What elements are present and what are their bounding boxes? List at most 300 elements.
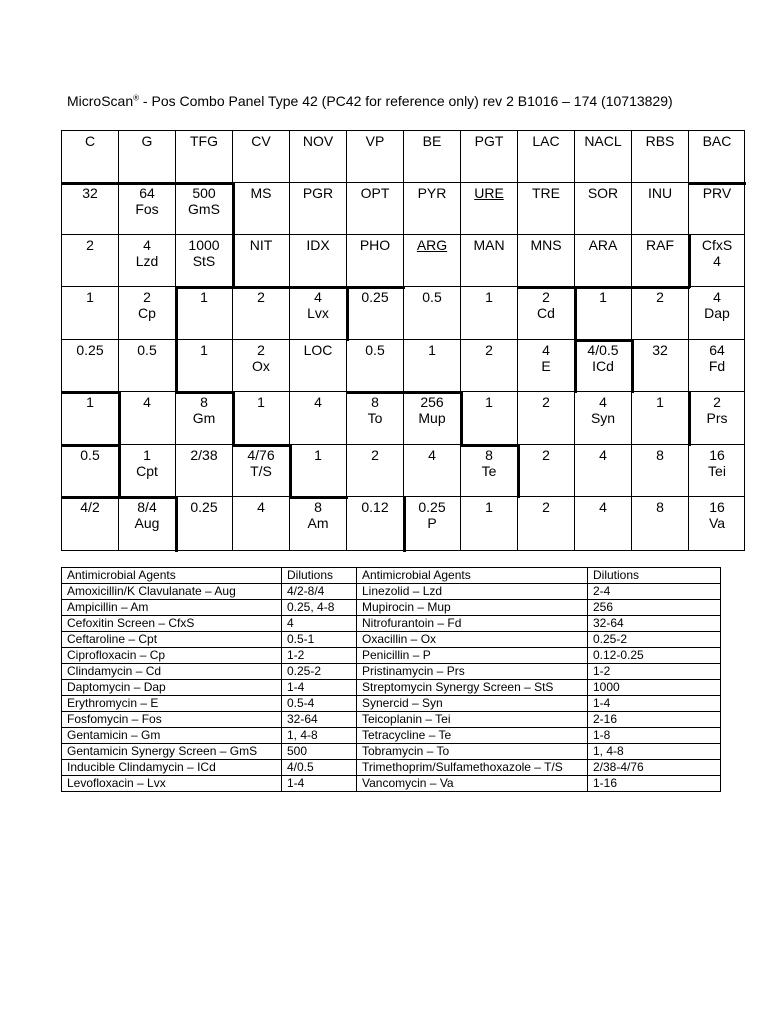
panel-cell-r6-c9	[518, 392, 575, 445]
cell-value: MNS	[530, 237, 562, 253]
cell-value: CV	[251, 133, 271, 149]
panel-cell-r3-c7	[404, 235, 461, 287]
cell-drug-code: Ox	[252, 358, 270, 374]
legend-row	[62, 616, 721, 632]
legend-table	[61, 567, 721, 792]
panel-cell-r3-c6	[347, 235, 404, 287]
cell-drug-code: ICd	[592, 358, 614, 374]
cell-value: 2	[143, 289, 151, 305]
cell-value: TFG	[190, 133, 218, 149]
cell-value: 1000	[188, 237, 220, 253]
panel-cell-r4-c12	[689, 287, 745, 340]
cell-drug-code: GmS	[188, 201, 220, 217]
cell-value: 2	[371, 447, 379, 463]
panel-cell-r6-c2	[119, 392, 176, 445]
cell-value: 1	[86, 394, 94, 410]
panel-cell-r7-c12	[689, 445, 745, 497]
dilutions: 1, 4-8	[282, 728, 357, 744]
dilutions: 1-8	[588, 728, 721, 744]
panel-cell-r8-c7	[404, 497, 461, 551]
dilutions: 2-4	[588, 584, 721, 600]
cell-drug-code: Va	[708, 515, 726, 531]
cell-drug-code: Fd	[708, 358, 726, 374]
panel-cell-r6-c8	[461, 392, 518, 445]
group-border-v	[175, 496, 178, 552]
cell-value: 2	[485, 342, 493, 358]
agent-name: Tobramycin – To	[357, 744, 588, 760]
cell-drug-code: Lvx	[307, 305, 329, 321]
legend-row	[62, 744, 721, 760]
agent-name: Tetracycline – Te	[357, 728, 588, 744]
cell-value: 4/76	[247, 447, 275, 463]
panel-cell-r5-c10	[575, 340, 632, 392]
panel-cell-r3-c9	[518, 235, 575, 287]
agent-name: Synercid – Syn	[357, 696, 588, 712]
panel-cell-r8-c6	[347, 497, 404, 551]
cell-value: 4	[314, 394, 322, 410]
panel-cell-r2-c6	[347, 183, 404, 235]
group-border-v	[517, 444, 520, 498]
cell-value: 4	[143, 394, 151, 410]
cell-value: 1	[428, 342, 436, 358]
cell-value: 0.5	[137, 342, 157, 358]
panel-cell-r2-c1	[62, 183, 119, 235]
cell-value: 4/2	[80, 499, 100, 515]
panel-cell-r6-c3	[176, 392, 233, 445]
cell-drug-code: StS	[192, 253, 216, 269]
cell-value: C	[84, 133, 96, 149]
cell-drug-code: E	[541, 358, 551, 374]
cell-value: BE	[422, 133, 442, 149]
panel-cell-r3-c3	[176, 235, 233, 287]
panel-cell-r4-c11	[632, 287, 689, 340]
panel-cell-r6-c4	[233, 392, 290, 445]
cell-value: 4	[599, 499, 607, 515]
cell-drug-code: Tei	[708, 463, 726, 479]
legend-header-cell: Antimicrobial Agents	[357, 568, 588, 584]
dilutions: 0.12-0.25	[588, 648, 721, 664]
panel-cell-r5-c8	[461, 340, 518, 392]
cell-value: 0.25	[76, 342, 104, 358]
dilutions: 4	[282, 616, 357, 632]
cell-value: 0.5	[365, 342, 385, 358]
cell-drug-code: Te	[481, 463, 497, 479]
cell-drug-code: P	[427, 515, 437, 531]
panel-cell-r8-c10	[575, 497, 632, 551]
title-text: - Pos Combo Panel Type 42 (PC42 for reference only) rev 2 B1016 – 174 (10713829)	[139, 93, 673, 109]
panel-cell-r4-c9	[518, 287, 575, 340]
panel-cell-r7-c4	[233, 445, 290, 497]
group-border-h	[346, 391, 462, 394]
cell-value: 8/4	[137, 499, 157, 515]
legend-row	[62, 696, 721, 712]
cell-value: 4	[542, 342, 550, 358]
cell-value: 0.25	[361, 289, 389, 305]
agent-name: Vancomycin – Va	[357, 776, 588, 792]
agent-name: Amoxicillin/K Clavulanate – Aug	[62, 584, 282, 600]
dilutions: 1, 4-8	[588, 744, 721, 760]
legend-row	[62, 728, 721, 744]
panel-cell-r4-c4	[233, 287, 290, 340]
cell-value: TRE	[532, 185, 560, 201]
cell-value: 1	[200, 289, 208, 305]
group-border-v	[232, 391, 235, 446]
panel-cell-r7-c1	[62, 445, 119, 497]
cell-value: INU	[647, 185, 673, 201]
registered-mark: ®	[133, 93, 140, 103]
panel-cell-r4-c10	[575, 287, 632, 340]
group-border-v	[688, 234, 691, 288]
cell-value: 0.25	[190, 499, 218, 515]
cell-value: PGR	[302, 185, 334, 201]
panel-cell-r4-c5	[290, 287, 347, 340]
panel-cell-r1-c10	[575, 131, 632, 183]
cell-value: NIT	[249, 237, 273, 253]
cell-value: 1	[599, 289, 607, 305]
panel-cell-r7-c11	[632, 445, 689, 497]
panel-cell-r1-c5	[290, 131, 347, 183]
dilutions: 32-64	[282, 712, 357, 728]
agent-name: Penicillin – P	[357, 648, 588, 664]
agent-name: Erythromycin – E	[62, 696, 282, 712]
panel-cell-r8-c2	[119, 497, 176, 551]
cell-value: 32	[652, 342, 668, 358]
cell-value: 2	[656, 289, 664, 305]
cell-value: 0.5	[422, 289, 442, 305]
cell-drug-code: 4	[713, 253, 721, 269]
cell-value: PHO	[359, 237, 391, 253]
group-border-h	[61, 444, 120, 447]
cell-value: G	[141, 133, 153, 149]
cell-value: 500	[192, 185, 216, 201]
legend-row	[62, 600, 721, 616]
cell-value: 2	[542, 289, 550, 305]
cell-value: 256	[420, 394, 444, 410]
cell-value: 16	[709, 499, 725, 515]
group-border-v	[403, 496, 406, 552]
panel-cell-r8-c1	[62, 497, 119, 551]
panel-cell-r2-c7	[404, 183, 461, 235]
panel-cell-r3-c12	[689, 235, 745, 287]
group-border-v	[574, 339, 577, 393]
panel-cell-r2-c2	[119, 183, 176, 235]
legend-row	[62, 712, 721, 728]
group-border-h	[61, 391, 120, 394]
panel-cell-r4-c3	[176, 287, 233, 340]
cell-value: 2	[542, 394, 550, 410]
group-border-v	[289, 444, 292, 498]
panel-cell-r2-c12	[689, 183, 745, 235]
panel-cell-r5-c1	[62, 340, 119, 392]
panel-cell-r3-c8	[461, 235, 518, 287]
panel-cell-r1-c12	[689, 131, 745, 183]
cell-drug-code: Cd	[537, 305, 555, 321]
dilutions: 1-4	[282, 680, 357, 696]
dilutions: 2/38-4/76	[588, 760, 721, 776]
legend-header-cell: Dilutions	[588, 568, 721, 584]
agent-name: Inducible Clindamycin – ICd	[62, 760, 282, 776]
cell-value: 8	[371, 394, 379, 410]
cell-value: 1	[314, 447, 322, 463]
cell-value: 1	[656, 394, 664, 410]
cell-value: VP	[365, 133, 385, 149]
agent-name: Oxacillin – Ox	[357, 632, 588, 648]
group-border-h	[232, 444, 291, 447]
cell-value: 0.5	[80, 447, 100, 463]
panel-cell-r3-c4	[233, 235, 290, 287]
panel-cell-r8-c4	[233, 497, 290, 551]
cell-value: 1	[143, 447, 151, 463]
cell-drug-code: Aug	[134, 515, 160, 531]
dilutions: 1-16	[588, 776, 721, 792]
panel-cell-r4-c1	[62, 287, 119, 340]
cell-drug-code: Lzd	[135, 253, 159, 269]
cell-value: 16	[709, 447, 725, 463]
agent-name: Ceftaroline – Cpt	[62, 632, 282, 648]
panel-cell-r7-c10	[575, 445, 632, 497]
cell-value: IDX	[306, 237, 330, 253]
agent-name: Ciprofloxacin – Cp	[62, 648, 282, 664]
legend-header-row	[62, 568, 721, 584]
cell-value: 4/0.5	[587, 342, 619, 358]
cell-value: OPT	[360, 185, 390, 201]
agent-name: Cefoxitin Screen – CfxS	[62, 616, 282, 632]
panel-cell-r1-c9	[518, 131, 575, 183]
panel-cell-r3-c11	[632, 235, 689, 287]
panel-cell-r6-c12	[689, 392, 745, 445]
dilutions: 0.5-4	[282, 696, 357, 712]
cell-value: 8	[656, 447, 664, 463]
cell-value: RBS	[645, 133, 675, 149]
panel-cell-r7-c6	[347, 445, 404, 497]
cell-value: CfxS	[701, 237, 733, 253]
panel-cell-r8-c9	[518, 497, 575, 551]
panel-cell-r5-c9	[518, 340, 575, 392]
page-title	[67, 93, 673, 109]
dilutions: 1-4	[282, 776, 357, 792]
panel-grid	[61, 130, 745, 551]
cell-drug-code: Cpt	[136, 463, 158, 479]
panel-cell-r6-c11	[632, 392, 689, 445]
panel-cell-r7-c5	[290, 445, 347, 497]
legend-row	[62, 680, 721, 696]
cell-value: 2	[713, 394, 721, 410]
legend-row	[62, 632, 721, 648]
legend-header-cell: Antimicrobial Agents	[62, 568, 282, 584]
group-border-h	[175, 286, 348, 289]
cell-value: NACL	[584, 133, 622, 149]
panel-cell-r6-c1	[62, 392, 119, 445]
panel-cell-r1-c3	[176, 131, 233, 183]
panel-cell-r4-c6	[347, 287, 404, 340]
cell-value: 2	[542, 499, 550, 515]
cell-value: 4	[599, 447, 607, 463]
group-border-v	[232, 182, 235, 288]
agent-name: Fosfomycin – Fos	[62, 712, 282, 728]
cell-drug-code: To	[367, 410, 383, 426]
group-border-v	[688, 391, 691, 446]
cell-drug-code: Mup	[418, 410, 446, 426]
cell-drug-code: Cp	[138, 305, 156, 321]
cell-value: 2	[542, 447, 550, 463]
cell-value: 1	[485, 394, 493, 410]
group-border-v	[631, 339, 634, 393]
agent-name: Daptomycin – Dap	[62, 680, 282, 696]
agent-name: Streptomycin Synergy Screen – StS	[357, 680, 588, 696]
panel-cell-r2-c10	[575, 183, 632, 235]
panel-cell-r4-c2	[119, 287, 176, 340]
panel-cell-r7-c3	[176, 445, 233, 497]
cell-value: 8	[314, 499, 322, 515]
cell-value: PRV	[702, 185, 732, 201]
cell-value: 2	[86, 237, 94, 253]
cell-value: SOR	[587, 185, 619, 201]
cell-value: RAF	[646, 237, 674, 253]
panel-cell-r8-c11	[632, 497, 689, 551]
cell-value: 4	[257, 499, 265, 515]
panel-cell-r1-c4	[233, 131, 290, 183]
cell-value: 2	[257, 342, 265, 358]
dilutions: 1-2	[588, 664, 721, 680]
panel-cell-r1-c1	[62, 131, 119, 183]
panel-cell-r7-c2	[119, 445, 176, 497]
dilutions: 4/2-8/4	[282, 584, 357, 600]
group-border-v	[346, 286, 349, 341]
cell-value: 1	[86, 289, 94, 305]
panel-cell-r1-c6	[347, 131, 404, 183]
panel-cell-r5-c4	[233, 340, 290, 392]
dilutions: 0.25-2	[282, 664, 357, 680]
cell-value: PYR	[417, 185, 447, 201]
agent-name: Trimethoprim/Sulfamethoxazole – T/S	[357, 760, 588, 776]
legend-row	[62, 776, 721, 792]
legend-row	[62, 760, 721, 776]
group-border-h	[517, 286, 576, 289]
panel-cell-r6-c6	[347, 392, 404, 445]
group-border-v	[118, 391, 121, 446]
group-border-v	[175, 286, 178, 393]
panel-cell-r5-c7	[404, 340, 461, 392]
panel-cell-r5-c2	[119, 340, 176, 392]
agent-name: Mupirocin – Mup	[357, 600, 588, 616]
panel-cell-r7-c8	[461, 445, 518, 497]
cell-value: PGT	[474, 133, 504, 149]
cell-value: 1	[485, 499, 493, 515]
cell-drug-code: Am	[307, 515, 329, 531]
cell-value: 2/38	[190, 447, 218, 463]
group-border-h	[61, 182, 234, 185]
cell-drug-code: T/S	[250, 463, 272, 479]
legend-row	[62, 664, 721, 680]
cell-value: 1	[257, 394, 265, 410]
panel-cell-r1-c7	[404, 131, 461, 183]
group-border-h	[460, 444, 519, 447]
cell-value: 8	[200, 394, 208, 410]
cell-value: LOC	[303, 342, 333, 358]
dilutions: 0.5-1	[282, 632, 357, 648]
cell-value: MAN	[473, 237, 505, 253]
panel-cell-r5-c3	[176, 340, 233, 392]
panel-cell-r3-c10	[575, 235, 632, 287]
cell-value: 2	[257, 289, 265, 305]
cell-value: 1	[485, 289, 493, 305]
dilutions: 32-64	[588, 616, 721, 632]
panel-cell-r4-c7	[404, 287, 461, 340]
cell-value: MS	[250, 185, 272, 201]
panel-cell-r1-c2	[119, 131, 176, 183]
panel-cell-r6-c7	[404, 392, 461, 445]
group-border-h	[574, 286, 690, 289]
cell-value: ARA	[588, 237, 618, 253]
dilutions: 1000	[588, 680, 721, 696]
legend-row	[62, 584, 721, 600]
cell-value: BAC	[702, 133, 732, 149]
cell-value: 0.12	[361, 499, 389, 515]
dilutions: 1-2	[282, 648, 357, 664]
cell-drug-code: Syn	[590, 410, 616, 426]
agent-name: Teicoplanin – Tei	[357, 712, 588, 728]
group-border-h	[175, 391, 234, 394]
dilutions: 0.25-2	[588, 632, 721, 648]
panel-cell-r5-c12	[689, 340, 745, 392]
cell-value: 64	[139, 185, 155, 201]
cell-value: URE	[474, 185, 504, 201]
panel-cell-r5-c5	[290, 340, 347, 392]
dilutions: 2-16	[588, 712, 721, 728]
cell-value: 4	[143, 237, 151, 253]
panel-cell-r2-c4	[233, 183, 290, 235]
panel-cell-r2-c8	[461, 183, 518, 235]
cell-drug-code: Gm	[192, 410, 216, 426]
legend-row	[62, 648, 721, 664]
panel-cell-r8-c8	[461, 497, 518, 551]
panel-cell-r7-c9	[518, 445, 575, 497]
legend-header-cell: Dilutions	[282, 568, 357, 584]
cell-value: LAC	[532, 133, 560, 149]
cell-drug-code: Prs	[706, 410, 728, 426]
group-border-v	[574, 286, 577, 341]
agent-name: Linezolid – Lzd	[357, 584, 588, 600]
dilutions: 0.25, 4-8	[282, 600, 357, 616]
cell-value: ARG	[416, 237, 448, 253]
agent-name: Gentamicin Synergy Screen – GmS	[62, 744, 282, 760]
cell-value: 1	[200, 342, 208, 358]
panel-cell-r1-c8	[461, 131, 518, 183]
cell-drug-code: Fos	[135, 201, 159, 217]
panel-cell-r8-c12	[689, 497, 745, 551]
group-border-v	[118, 444, 121, 498]
panel-cell-r4-c8	[461, 287, 518, 340]
panel-cell-r1-c11	[632, 131, 689, 183]
panel-cell-r2-c9	[518, 183, 575, 235]
agent-name: Ampicillin – Am	[62, 600, 282, 616]
agent-name: Gentamicin – Gm	[62, 728, 282, 744]
cell-value: 64	[709, 342, 725, 358]
panel-cell-r3-c1	[62, 235, 119, 287]
cell-value: 8	[485, 447, 493, 463]
brand-name: MicroScan	[67, 93, 134, 109]
cell-value: 4	[713, 289, 721, 305]
panel-cell-r2-c11	[632, 183, 689, 235]
dilutions: 500	[282, 744, 357, 760]
panel-cell-r6-c5	[290, 392, 347, 445]
cell-value: 8	[656, 499, 664, 515]
panel-cell-r2-c3	[176, 183, 233, 235]
group-border-v	[460, 391, 463, 446]
cell-value: 32	[82, 185, 98, 201]
cell-value: 4	[314, 289, 322, 305]
panel-cell-r8-c5	[290, 497, 347, 551]
